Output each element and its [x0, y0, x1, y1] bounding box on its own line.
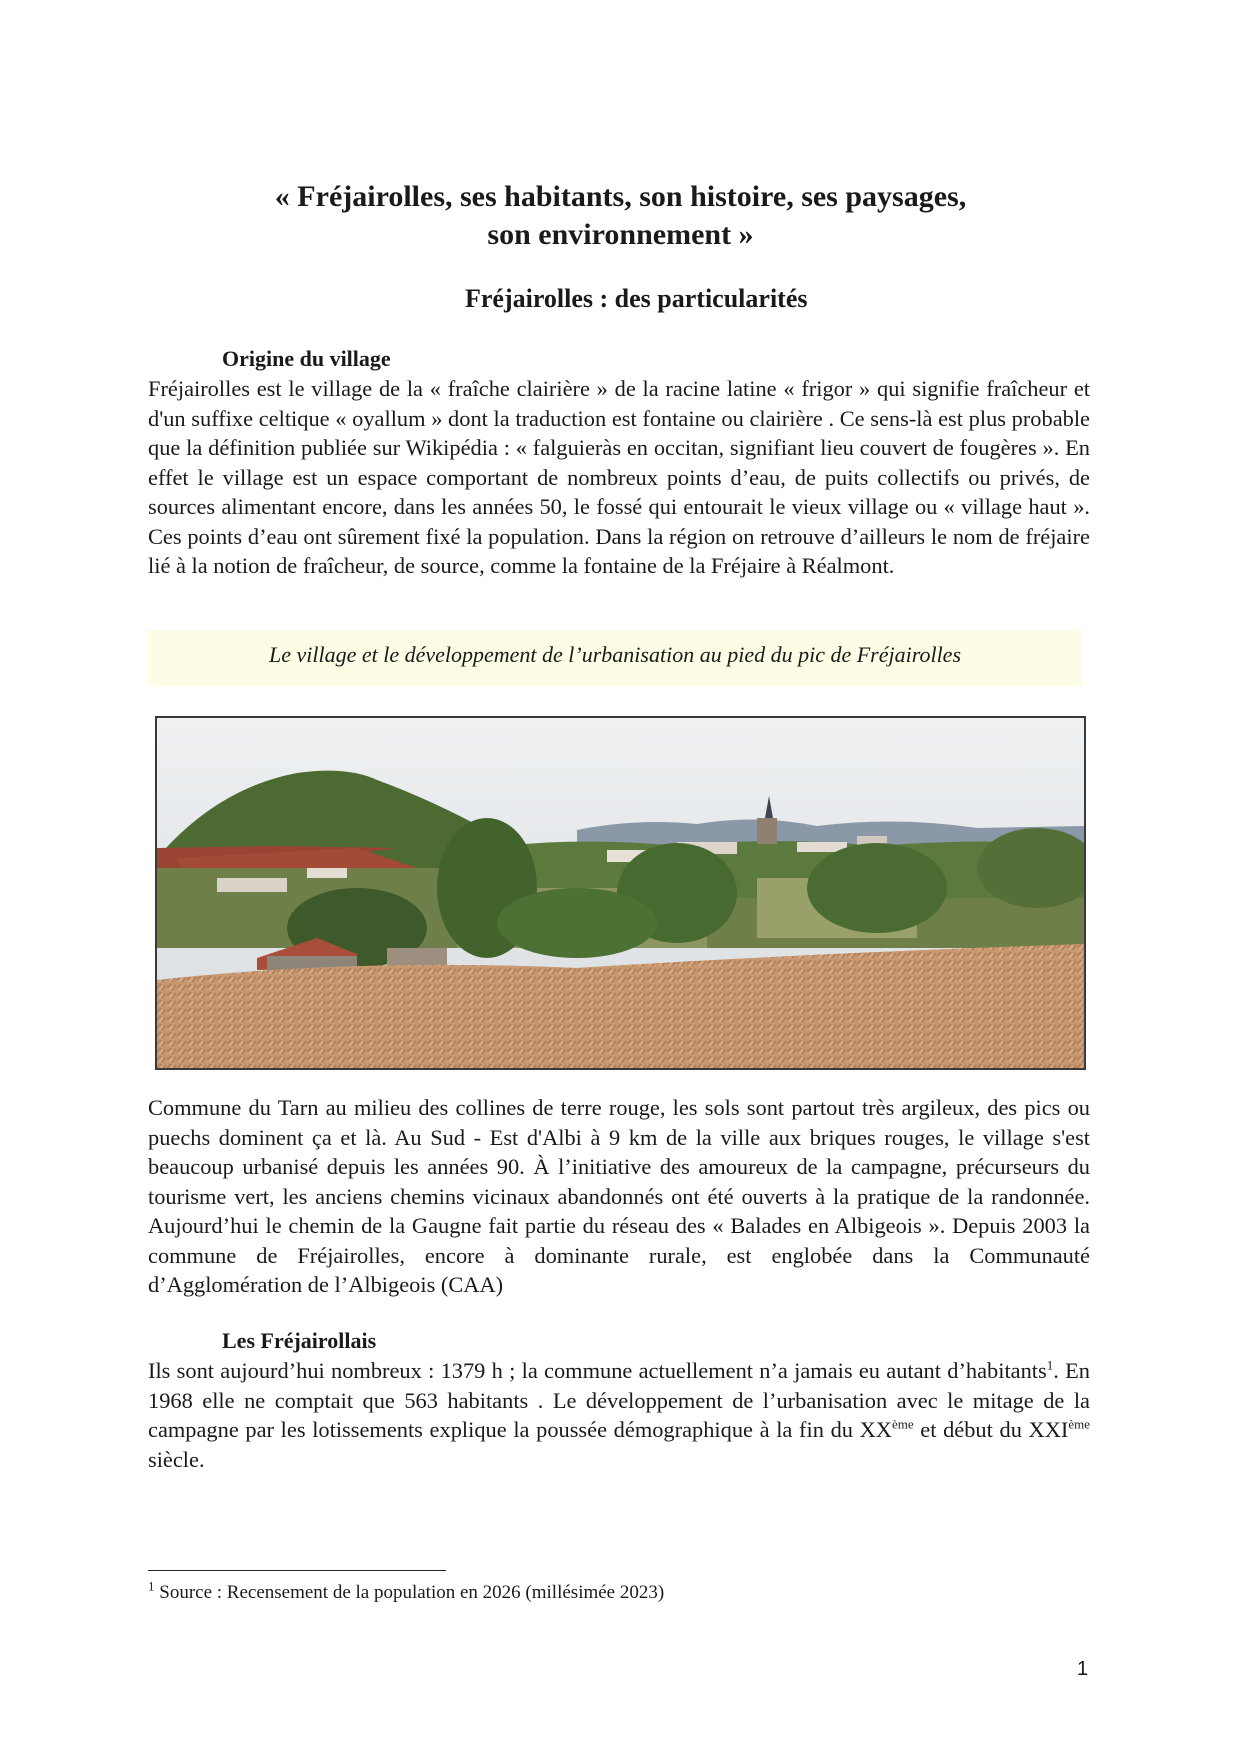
footnote-number: 1 [148, 1578, 155, 1594]
footnote-divider [148, 1570, 446, 1571]
text-part-c: et début du XXI [913, 1417, 1069, 1442]
text-part-a: Ils sont aujourd’hui nombreux : 1379 h ; la commune actuellement n’a jamais eu autant d’habitants [148, 1358, 1047, 1383]
photo-caption: Le village et le développement de l’urbanisation au pied du pic de Fréjairolles [268, 642, 962, 667]
text-part-b: . En 1968 elle ne comptait que 563 habitants . Le développement de l’urbanisation avec le mitage de la campagne par les lotissements explique la poussée démographique à la fin du XX [148, 1358, 1090, 1442]
paragraph-origine: Fréjairolles est le village de la « fraîche clairière » de la racine latine « frigor » qui signifie fraîcheur et d'un suffixe celtique « oyallum » dont la traduction est fontaine ou clairière . Ce sens-là est plus probable que la définition publiée sur Wikipédia : « falguieràs en occitan, signifiant lieu couvert de fougères ». En effet le village est un espace comportant de nombreux points d’eau, de puits collectifs ou privés, de sources alimentant encore, dans les années 50, le fossé qui entourait le vieux village ou « village haut ». Ces points d’eau ont sûrement fixé la population. Dans la région on retrouve d’ailleurs le nom de fréjaire lié à la notion de fraîcheur, de source, comme la fontaine de la Fréjaire à Réalmont. [148, 376, 1090, 578]
landscape-photo [155, 716, 1086, 1070]
document-subtitle: Fréjairolles : des particularités [465, 284, 808, 313]
footnote [148, 1578, 665, 1604]
section-heading-origine: Origine du village [222, 346, 391, 371]
page-number: 1 [1077, 1658, 1089, 1680]
caption-box [148, 630, 1082, 686]
footnote-reference[interactable]: 1 [1046, 1357, 1054, 1373]
text-part-d: siècle. [148, 1446, 205, 1472]
paragraph-commune: Commune du Tarn au milieu des collines de terre rouge, les sols sont partout très argileux, des pics ou puechs dominent ça et là. Au Sud - Est d'Albi à 9 km de la ville aux briques rouges, le village s'est beaucoup urbanisé depuis les années 90. À l’initiative des amoureux de la campagne, précurseurs du tourisme vert, les anciens chemins vicinaux abandonnés ont été ouverts à la pratique de la randonnée. Aujourd’hui le chemin de la Gaugne fait partie du réseau des « Balades en Albigeois ». Depuis 2003 la commune de Fréjairolles, encore à dominante rurale, est englobée dans la Communauté d’Agglomération de l’Albigeois (CAA) [148, 1095, 1090, 1297]
paragraph-frejairollais [148, 1356, 1090, 1474]
superscript-eme-1: ème [891, 1416, 914, 1432]
document-title-line-1: « Fréjairolles, ses habitants, son histoire, ses paysages, [274, 180, 967, 213]
section-heading-frejairollais: Les Fréjairollais [222, 1328, 377, 1353]
document-title-line-2: son environnement » [487, 218, 754, 251]
superscript-eme-2: ème [1068, 1416, 1091, 1432]
footnote-text: Source : Recensement de la population en 2026 (millésimée 2023) [154, 1582, 665, 1603]
